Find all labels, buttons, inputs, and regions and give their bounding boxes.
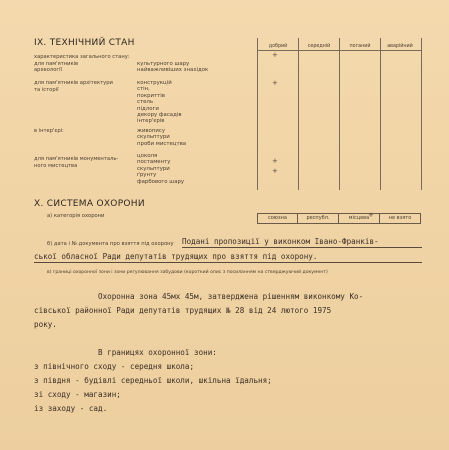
list-item: культурного шару [137,61,190,67]
label-line: характеристика загального стану: [34,54,130,60]
category-mark: + [368,211,374,219]
category-local: місцева [338,213,380,224]
monument-label [34,156,118,169]
label-line: археології [34,67,63,74]
table-divider [421,38,422,190]
list-item: стель [137,99,154,106]
table-divider [298,38,299,190]
table-divider [257,38,258,190]
zone-boundary-line: із заходу - сад. [34,404,108,413]
list-item: фарбового шару [137,178,185,185]
list-item: цоколя [137,153,158,159]
label-line: для пам'ятників архітектури [34,80,113,86]
section-10-title: X. СИСТЕМА ОХОРОНИ [34,199,145,209]
list-item: підлоги [137,105,159,112]
interior-label: в інтер'єрі: [34,128,64,134]
category-union: союзна [257,213,298,224]
document-text-line-1: Подані пропозиції у виконком Івано-Франків- [182,237,379,246]
table-divider [380,38,381,190]
zone-text-line-1: Охоронна зона 45мх 45м, затверджена рішенням виконкому Ко- [98,292,364,301]
document-label: б) дата і № документа про взяття під охорону [47,241,174,247]
list-item: скульптури [137,165,170,172]
zone-boundary-line: зі сходу - магазин; [34,390,121,399]
category-not-taken: не взято [379,213,421,224]
zone-text-line-2: сівської районної Ради депутатів трудящих № 28 від 24 лютого 1975 [34,306,332,315]
general-label [34,54,130,74]
list-item: проби мистецтва [137,140,187,147]
monument-items [137,153,184,185]
label-line: та історії [34,86,59,93]
label-line: для пам'ятників монументаль- [34,156,119,162]
document-text-line-2: ської обласної Ради депутатів трудящих про взяття під охорону. [34,252,318,261]
list-item: декору фасадів [137,112,182,119]
boundaries-label: в) границі охоронної зони і зони регулювання забудови (короткий опис з посиланням на стверджуючий документ) [47,270,328,275]
category-label: а) категорія охорони [47,213,105,219]
condition-mark: + [272,51,278,59]
col-header-emergency: аварійний [387,44,413,49]
section-9-title: IX. ТЕХНІЧНИЙ СТАН [34,38,135,48]
general-items [137,61,208,74]
underline [34,262,422,263]
zone-boundary-line: з північного сходу - середня школа; [34,362,195,371]
interior-items [137,128,186,147]
list-item: стін, [137,86,150,93]
list-item: скульптури [137,134,170,141]
label-line: для пам'ятників [34,60,79,67]
list-item: живопису [137,128,166,134]
condition-mark: + [272,167,278,175]
label-line: ного мистецтва [34,162,78,169]
zone-text-line-3: року. [34,320,57,329]
condition-mark: + [272,157,278,165]
list-item: конструкцій [137,80,172,86]
zone-boundary-line: з півдня - будівлі середньої школи, шкільна їдальня; [34,376,272,385]
condition-mark: + [272,79,278,87]
list-item: покриттів [137,92,165,99]
architecture-label [34,80,113,93]
list-item: ґрунту [137,172,157,179]
zone-boundaries-title: В границях охоронної зони: [98,348,217,357]
architecture-items [137,80,182,125]
col-header-poor: поганий [349,44,371,49]
col-header-medium: середній [307,44,331,49]
list-item: інтер'єрів [137,118,165,125]
col-header-good: добрий [268,44,288,49]
underline [182,247,422,248]
list-item: постаменту [137,159,171,166]
category-republic: республ. [297,213,339,224]
list-item: найважливіших знахідок [137,67,209,74]
table-divider [339,38,340,190]
